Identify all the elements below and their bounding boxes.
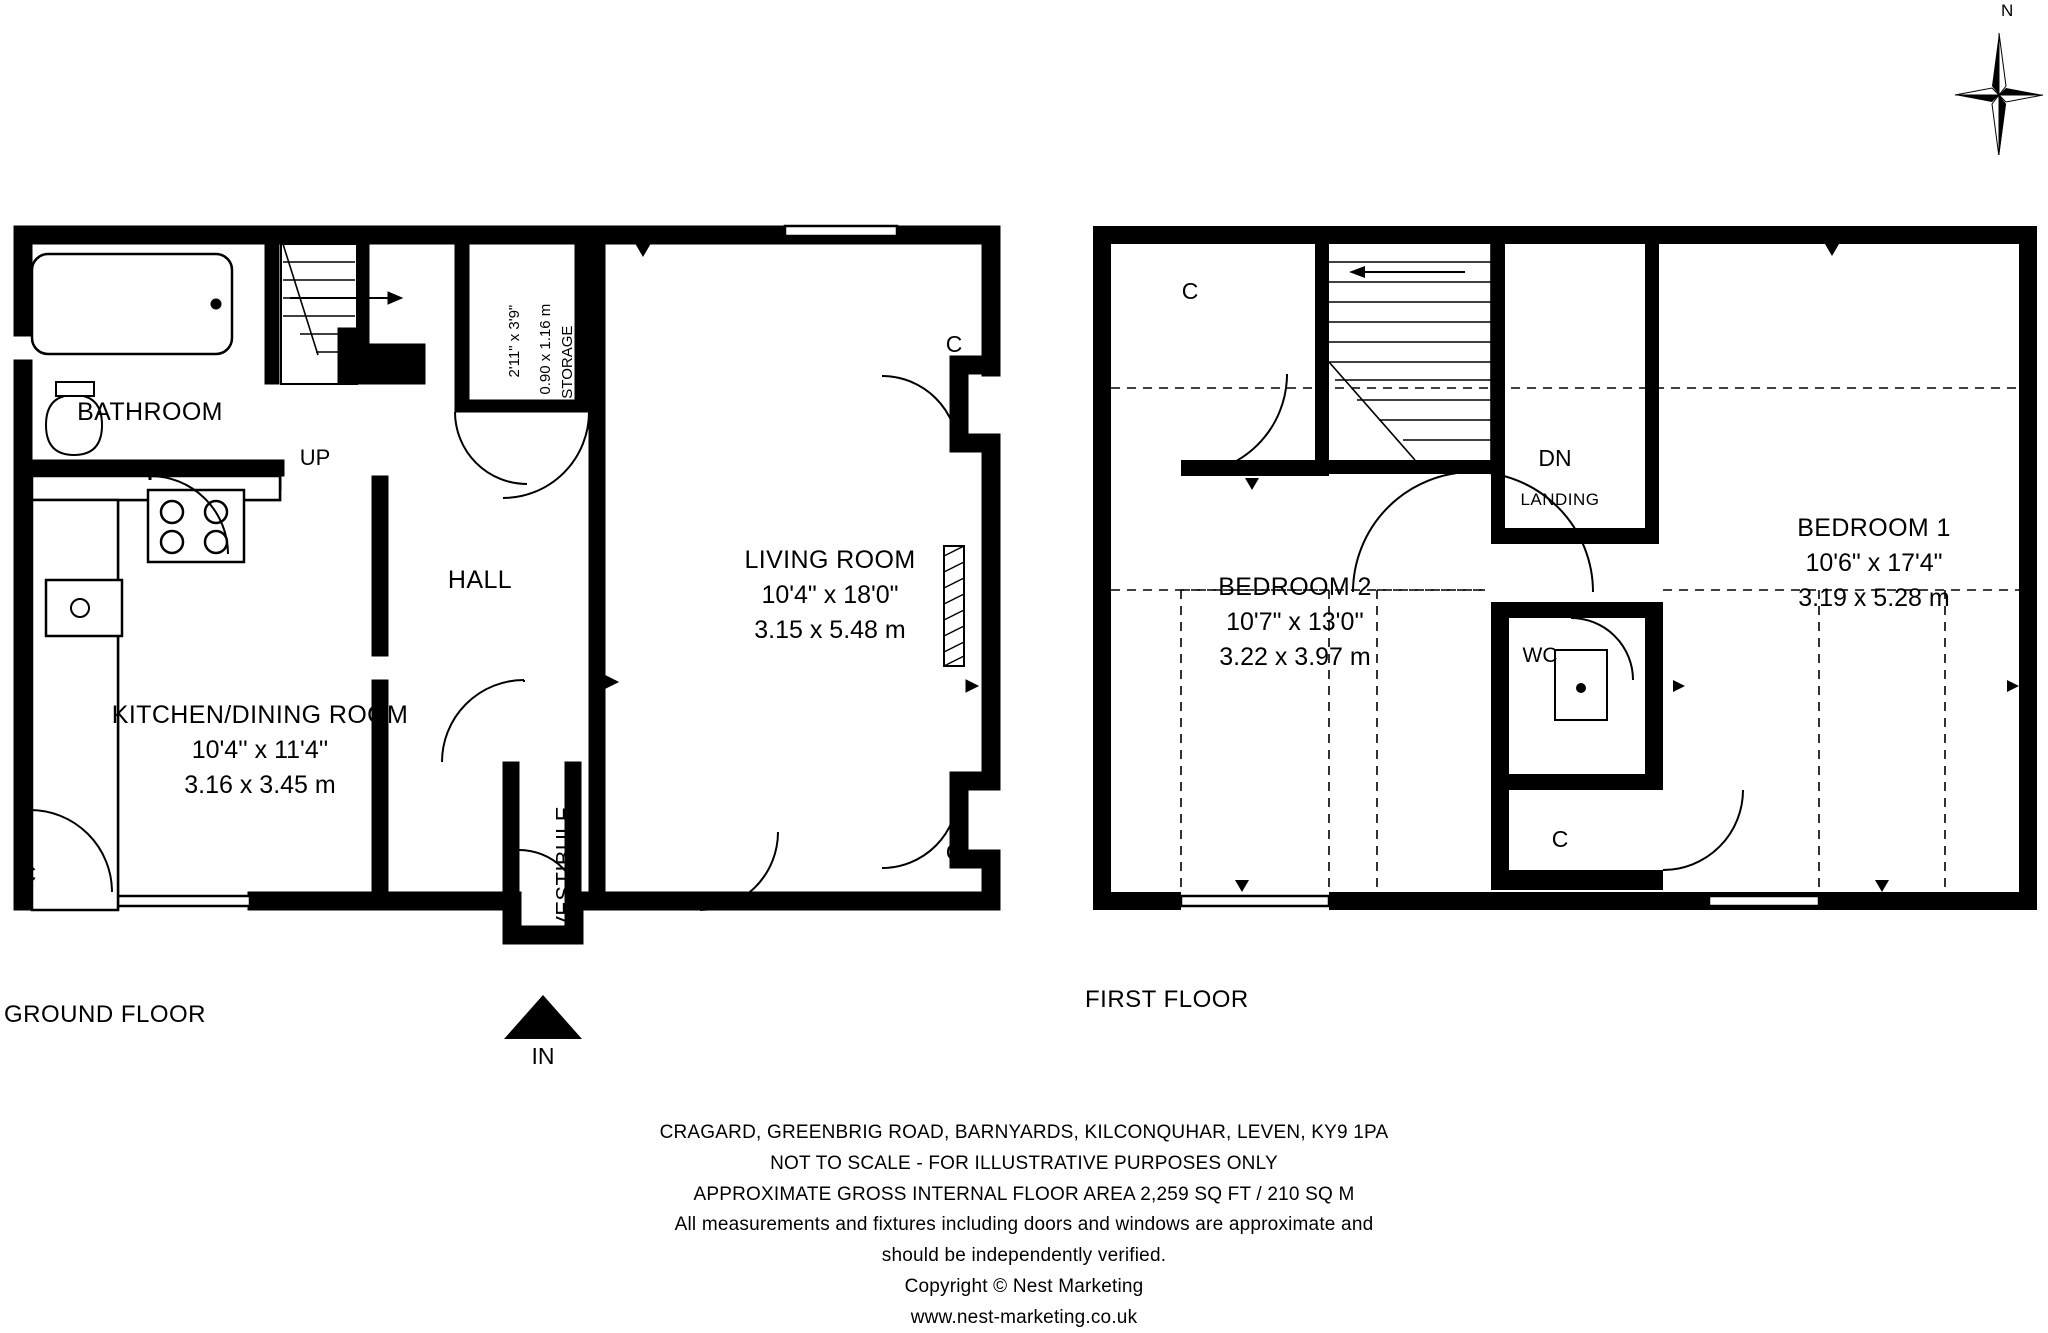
cupboard-label-c3: C: [19, 861, 37, 887]
storage-dims-m: 0.90 x 1.16 m: [536, 303, 554, 395]
entry-label-in: IN: [531, 1043, 555, 1069]
footer-scale-disclaimer: NOT TO SCALE - FOR ILLUSTRATIVE PURPOSES ONLY: [770, 1152, 1278, 1174]
room-dims-living-ft: 10'4" x 18'0": [761, 581, 899, 609]
room-dims-bedroom1-ft: 10'6" x 17'4": [1805, 549, 1943, 577]
room-dims-living-m: 3.15 x 5.48 m: [754, 616, 906, 644]
room-label-bedroom2: BEDROOM 2: [1218, 573, 1372, 601]
compass-north-label: N: [2001, 1, 2014, 20]
wc-label: WC: [1522, 644, 1558, 667]
room-dims-bedroom1-m: 3.19 x 5.28 m: [1798, 584, 1950, 612]
stairs-up-label: UP: [299, 445, 331, 470]
footer-area: APPROXIMATE GROSS INTERNAL FLOOR AREA 2,259 SQ FT / 210 SQ M: [693, 1183, 1355, 1205]
cupboard-label-f2: C: [1551, 826, 1569, 852]
footer-website: www.nest-marketing.co.uk: [910, 1306, 1138, 1328]
cupboard-label-c2: C: [945, 839, 963, 865]
footer-block: [0, 1118, 2048, 1333]
footer-copyright: Copyright © Nest Marketing: [904, 1275, 1144, 1297]
footer-measure-disclaimer-2: should be independently verified.: [881, 1245, 1167, 1267]
room-label-hall: HALL: [447, 566, 513, 594]
room-dims-bedroom2-m: 3.22 x 3.97 m: [1219, 643, 1371, 671]
stairs-dn-label: DN: [1538, 445, 1572, 471]
room-label-bathroom: BATHROOM: [77, 398, 223, 426]
first-floor-title: FIRST FLOOR: [1085, 986, 1249, 1013]
room-dims-kitchen-ft: 10'4'' x 11'4'': [191, 736, 329, 764]
room-dims-bedroom2-ft: 10'7" x 13'0'': [1226, 608, 1364, 636]
cupboard-label-f1: C: [1181, 278, 1199, 304]
entry-arrow-icon: [498, 995, 588, 1045]
cupboard-label-c1: C: [945, 331, 963, 357]
footer-address: CRAGARD, GREENBRIG ROAD, BARNYARDS, KILCONQUHAR, LEVEN, KY9 1PA: [659, 1122, 1389, 1143]
storage-dims-ft: 2'11" x 3'9": [505, 304, 523, 378]
compass-rose-icon: [1925, 0, 2045, 155]
room-dims-kitchen-m: 3.16 x 3.45 m: [184, 771, 336, 799]
room-label-kitchen-dining: KITCHEN/DINING ROOM: [111, 701, 409, 729]
footer-measure-disclaimer-1: All measurements and fixtures including doors and windows are approximate and: [674, 1214, 1374, 1236]
room-label-bedroom1: BEDROOM 1: [1797, 514, 1951, 542]
ground-floor-title: GROUND FLOOR: [4, 1001, 207, 1028]
room-label-living: LIVING ROOM: [744, 546, 916, 574]
storage-label: STORAGE: [558, 325, 576, 399]
landing-label: LANDING: [1520, 490, 1600, 509]
room-label-vestibule: VESTIBULE: [551, 806, 577, 931]
